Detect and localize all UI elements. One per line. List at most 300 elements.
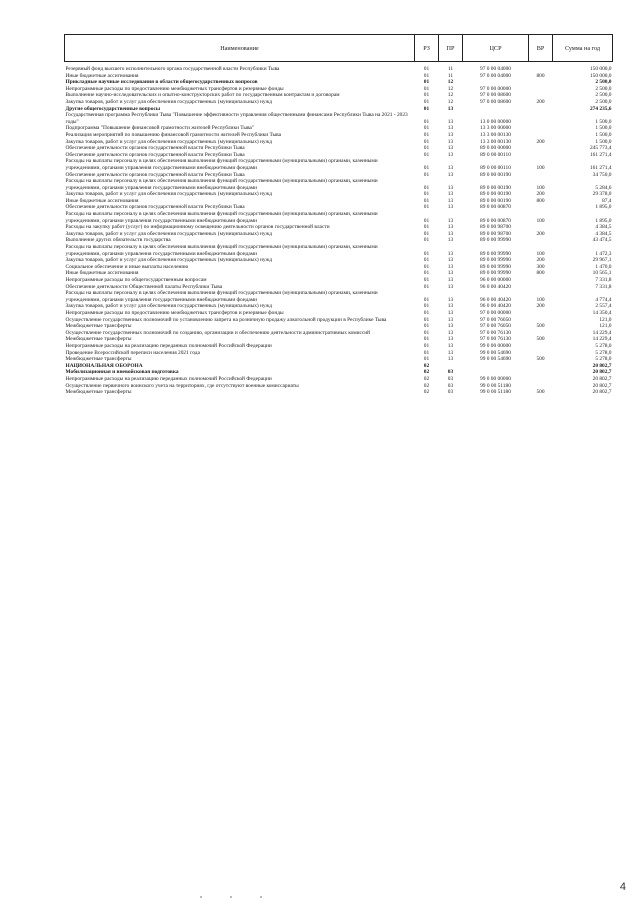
cell-csr: 13 3 00 00130 [480,131,511,138]
cell-vr [529,317,553,324]
cell-pr: 13 [447,270,454,277]
cell-pr: 11 [447,72,454,79]
table-row [65,99,613,106]
cell-sum: 2 500,0 [595,98,612,105]
cell-vr [529,350,553,357]
cell-sum: 1 895,0 [595,204,612,211]
cell-rz: 01 [423,85,430,92]
cell-rz: 01 [423,296,430,303]
cell-sum: 20 802,7 [592,362,612,369]
cell-sum: 1 895,0 [595,217,612,224]
cell-vr [529,369,553,376]
cell-csr: 89 0 00 99990 [480,237,511,244]
cell-pr: 13 [447,191,454,198]
cell-pr: 13 [447,283,454,290]
cell-pr: 13 [447,250,454,257]
cell-name: Обеспечение деятельности органов государственной власти Республики Тыва [65,204,245,211]
cell-vr [529,106,553,113]
cell-csr: 99 0 00 00000 [480,375,511,382]
cell-pr: 11 [447,66,454,72]
cell-pr: 13 [447,171,454,178]
cell-name: Обеспечение деятельности Общественной палаты Республики Тыва [65,283,223,290]
cell-name: НАЦИОНАЛЬНАЯ ОБОРОНА [65,362,143,369]
cell-pr: 13 [447,145,454,152]
cell-rz: 01 [423,171,430,178]
cell-pr: 13 [447,263,454,270]
cell-csr: 89 0 00 00870 [480,204,511,211]
cell-csr: 97 0 00 76050 [480,323,511,330]
cell-name: Непрограммные расходы по предоставлению межбюджетных трансфертов и резервные фонды [65,85,284,92]
cell-name: Реализация мероприятий по повышению финансовой грамотности жителей Республики Тыва [65,131,282,138]
cell-pr: 13 [447,151,454,158]
cell-csr: 99 0 00 00000 [480,342,511,349]
cell-pr: 03 [447,382,454,389]
cell-name: Расходы на выплаты персоналу в целях обеспечения выполнения функций государственными (муниципальными) органами, казенными учреждениями, органами управления государственными внебюджетными фондами [65,211,378,224]
cell-sum: 29 967,1 [592,257,612,264]
budget-table [64,34,613,396]
cell-rz: 01 [423,138,430,145]
cell-csr: 97 0 00 08600 [480,92,511,99]
cell-name: Непрограммные расходы по общегосударственным вопросам [65,277,207,283]
cell-csr: 89 0 00 00870 [480,217,511,224]
table-header [65,35,613,62]
cell-sum: 121,0 [599,316,612,323]
cell-csr [463,363,529,370]
cell-csr: 89 0 00 00190 [480,171,511,178]
cell-pr: 13 [447,224,454,231]
cell-name: Иные бюджетные ассигнования [65,72,139,79]
cell-vr [529,145,553,152]
cell-vr: 100 [536,217,545,224]
cell-csr: 89 0 00 00110 [480,151,511,158]
cell-pr: 13 [447,164,454,171]
table-row [65,356,613,363]
table-row [65,244,613,257]
cell-vr [529,363,553,370]
table-body [65,62,613,396]
cell-csr: 97 0 00 08600 [480,98,511,105]
cell-pr: 13 [447,342,454,349]
cell-sum: 29 378,0 [592,191,612,198]
cell-vr: 300 [536,263,545,270]
cell-name: Подпрограмма "Повышение финансовой грамотности жителей Республики Тыва" [65,125,255,132]
cell-sum: 14 229,4 [592,329,612,336]
cell-vr: 500 [536,336,545,343]
cell-rz: 01 [423,303,430,310]
cell-name: Межбюджетные трансферты [65,356,132,363]
cell-rz: 01 [423,230,430,237]
cell-vr [529,224,553,231]
cell-vr [529,79,553,86]
cell-rz: 02 [423,382,430,389]
cell-sum: 14 350,4 [592,309,612,316]
cell-csr: 97 0 00 76130 [480,336,511,343]
cell-sum: 43 474,5 [592,237,612,244]
cell-vr [529,284,553,291]
cell-vr [529,277,553,284]
cell-sum: 20 802,7 [592,369,612,376]
cell-vr [529,172,553,179]
cell-name: Проведение Всероссийской переписи населения 2021 года [65,349,200,356]
cell-pr: 13 [447,296,454,303]
cell-sum: 5 278,0 [595,356,612,363]
cell-name: Закупка товаров, работ и услуг для обеспечения государственных (муниципальных) нужд [65,257,273,264]
cell-vr: 800 [536,270,545,277]
cell-sum: 150 000,0 [589,66,612,72]
cell-vr [529,204,553,211]
cell-rz: 01 [423,336,430,343]
cell-rz: 01 [423,197,430,204]
cell-rz: 01 [423,131,430,138]
cell-sum: 274 235,6 [589,105,612,112]
cell-name: Обеспечение деятельности органов государственной власти Республики Тыва [65,171,245,178]
cell-name: Межбюджетные трансферты [65,389,132,396]
cell-name: Обеспечение деятельности органов государственной власти Республики Тыва [65,145,245,152]
cell-rz: 01 [423,349,430,356]
table-row [65,343,613,350]
cell-vr [529,125,553,132]
cell-csr: 89 0 00 99990 [480,263,511,270]
cell-csr [463,369,529,376]
cell-csr: 89 0 00 00110 [480,164,511,171]
cell-pr: 13 [447,217,454,224]
cell-vr [529,92,553,99]
cell-name: Обеспечение деятельности органов государственной власти Республики Тыва [65,151,245,158]
cell-name: Непрограммные расходы на реализацию переданных полномочий Российской Федерации [65,375,272,382]
table-row [65,303,613,310]
table-row [65,125,613,132]
cell-vr: 200 [536,98,545,105]
cell-rz: 01 [423,92,430,99]
cell-pr: 12 [447,98,454,105]
table-row [65,145,613,152]
cell-rz: 01 [423,277,430,283]
cell-sum: 4 774,4 [595,296,612,303]
cell-vr: 100 [536,184,545,191]
cell-name: Закупка товаров, работ и услуг для обеспечения государственных (муниципальных) нужд [65,191,273,198]
cell-csr: 89 0 00 99990 [480,257,511,264]
cell-sum: 20 802,7 [592,375,612,382]
cell-vr: 800 [536,72,545,79]
cell-pr: 13 [447,237,454,244]
cell-csr: 89 0 00 99990 [480,250,511,257]
cell-vr: 500 [536,389,545,396]
cell-name: Выполнение других обязательств государства [65,237,171,244]
table-row [65,383,613,390]
cell-csr: 89 0 00 00190 [480,184,511,191]
cell-vr: 200 [536,230,545,237]
cell-sum: 1 470,0 [595,263,612,270]
scan-marks [200,885,320,891]
cell-csr: 96 0 00 00000 [480,277,511,283]
header-rz: РЗ [415,35,439,62]
cell-csr: 89 0 00 00190 [480,197,511,204]
cell-pr: 13 [447,204,454,211]
cell-sum: 121,0 [599,323,612,330]
cell-vr [529,237,553,244]
cell-csr: 97 0 00 76050 [480,316,511,323]
cell-rz: 01 [423,217,430,224]
table-row [65,66,613,73]
cell-sum: 4 384,5 [595,230,612,237]
cell-csr: 97 0 00 04000 [480,66,511,72]
cell-name: Закупка товаров, работ и услуг для обеспечения государственных (муниципальных) нужд [65,98,273,105]
cell-name: Расходы на выплаты персоналу в целях обеспечения выполнения функций государственными (муниципальными) органами, казенными учреждениями, органами управления государственными внебюджетными фондами [65,244,378,257]
cell-csr: 13 3 00 00000 [480,125,511,132]
cell-csr: 89 0 00 00190 [480,191,511,198]
cell-name: Осуществление государственных полномочий по установлению запрета на розничную продажу алкогольной продукции в Республике Тыва [65,316,387,323]
cell-pr: 13 [447,277,454,283]
cell-rz: 01 [423,72,430,79]
cell-rz: 02 [423,362,430,369]
header-sum: Сумма на год [553,35,613,62]
cell-sum: 245 773,4 [589,145,612,152]
cell-rz: 01 [423,118,430,125]
cell-csr: 99 0 00 54690 [480,356,511,363]
cell-vr [529,376,553,383]
cell-rz: 01 [423,250,430,257]
cell-csr: 99 0 00 51180 [480,382,511,389]
cell-pr: 13 [447,131,454,138]
cell-sum: 1 500,0 [595,125,612,132]
cell-sum: 161 271,4 [589,164,612,171]
cell-sum: 20 802,7 [592,382,612,389]
cell-vr [529,343,553,350]
cell-vr [529,132,553,139]
cell-name: Осуществление первичного воинского учета на территориях, где отсутствуют военные комиссариаты [65,382,299,389]
cell-csr: 13 3 00 00130 [480,138,511,145]
cell-vr [529,330,553,337]
cell-csr: 89 0 00 98700 [480,224,511,231]
cell-vr: 200 [536,257,545,264]
table-row [65,158,613,171]
cell-rz: 01 [423,184,430,191]
cell-sum: 10 565,1 [592,270,612,277]
cell-pr: 12 [447,92,454,99]
cell-name: Государственная программа Республики Тыва "Повышение эффективности управления общественными финансами Республики Тыва на 2021 - 2023 годы" [65,112,408,125]
cell-sum: 1 500,0 [595,138,612,145]
cell-name: Мобилизационная и вневойсковая подготовка [65,369,179,376]
cell-vr: 100 [536,296,545,303]
cell-sum: 1 500,0 [595,118,612,125]
cell-rz: 01 [423,66,430,72]
cell-name: Иные бюджетные ассигнования [65,197,139,204]
cell-pr: 13 [447,118,454,125]
cell-csr: 97 0 00 76130 [480,329,511,336]
cell-rz: 02 [423,369,430,376]
cell-pr: 13 [447,230,454,237]
cell-name: Расходы на закупку работ (услуг) по информационному освещению деятельности органов государственной власти [65,224,330,231]
cell-vr [529,86,553,93]
header-pr: ПР [439,35,463,62]
cell-rz: 01 [423,329,430,336]
cell-rz: 01 [423,79,430,86]
cell-sum: 2 500,0 [595,85,612,92]
cell-vr [529,152,553,159]
cell-sum: 7 331,8 [595,283,612,290]
cell-rz: 01 [423,125,430,132]
table-row [65,211,613,224]
cell-pr: 13 [447,356,454,363]
cell-vr: 200 [536,303,545,310]
cell-rz: 01 [423,151,430,158]
cell-vr [529,383,553,390]
cell-vr: 200 [536,138,545,145]
cell-vr: 100 [536,250,545,257]
table-row [65,92,613,99]
table-row [65,323,613,330]
cell-rz: 01 [423,283,430,290]
cell-name: Закупка товаров, работ и услуг для обеспечения государственных (муниципальных) нужд [65,230,273,237]
cell-rz: 01 [423,263,430,270]
cell-sum: 2 500,0 [595,79,612,86]
cell-csr: 13 0 00 00000 [480,118,511,125]
cell-pr: 03 [447,375,454,382]
cell-csr [463,106,529,113]
table-row [65,132,613,139]
cell-vr: 800 [536,197,545,204]
cell-sum: 150 000,0 [589,72,612,79]
table-row [65,191,613,198]
table-row [65,317,613,324]
table-row [65,336,613,343]
cell-name: Прикладные научные исследования в области общегосударственных вопросов [65,79,258,86]
cell-rz: 01 [423,98,430,105]
cell-pr: 12 [447,85,454,92]
cell-csr: 96 0 00 40420 [480,303,511,310]
cell-sum: 1 500,0 [595,131,612,138]
cell-name: Иные бюджетные ассигнования [65,270,139,277]
cell-vr: 200 [536,191,545,198]
cell-csr: 89 0 00 98700 [480,230,511,237]
cell-csr: 99 0 00 51180 [480,389,511,396]
cell-csr: 89 0 00 99990 [480,270,511,277]
cell-name: Непрограммные расходы по предоставлению межбюджетных трансфертов и резервные фонды [65,309,284,316]
cell-sum: 5 278,0 [595,349,612,356]
table-row [65,112,613,125]
cell-csr [463,79,529,86]
cell-name: Резервный фонд высшего исполнительного органа государственной власти Республики Тыва [65,66,280,72]
cell-sum: 5 278,0 [595,342,612,349]
table-row [65,178,613,191]
cell-name: Закупка товаров, работ и услуг для обеспечения государственных (муниципальных) нужд [65,303,273,310]
cell-name: Осуществление государственных полномочий по созданию, организации и обеспечению деятельности административных комиссий [65,329,371,336]
cell-vr: 100 [536,164,545,171]
header-vr: ВР [529,35,553,62]
cell-sum: 5 284,6 [595,184,612,191]
cell-rz: 01 [423,204,430,211]
table-row [65,350,613,357]
cell-csr: 97 0 00 04000 [480,72,511,79]
table-row [65,330,613,337]
cell-rz: 01 [423,342,430,349]
cell-rz: 01 [423,356,430,363]
cell-pr: 13 [447,323,454,330]
cell-pr [439,363,463,370]
table-row [65,224,613,231]
cell-rz: 02 [423,375,430,382]
cell-vr [529,310,553,317]
cell-sum: 87,4 [602,197,612,204]
cell-sum: 14 229,4 [592,336,612,343]
cell-name: Межбюджетные трансферты [65,323,132,330]
header-name: Наименование [65,35,415,62]
table-row [65,376,613,383]
cell-rz: 01 [423,323,430,330]
cell-pr: 03 [447,369,454,376]
cell-rz: 01 [423,257,430,264]
table-row [65,257,613,264]
cell-csr: 96 0 00 40420 [480,283,511,290]
cell-sum: 1 472,3 [595,250,612,257]
cell-pr: 13 [447,105,454,112]
cell-pr: 13 [447,125,454,132]
cell-rz: 01 [423,309,430,316]
table-row [65,389,613,396]
cell-rz: 01 [423,105,430,112]
page-number: 4 [619,881,626,893]
cell-sum: 2 557,4 [595,303,612,310]
cell-rz: 01 [423,224,430,231]
cell-sum: 34 750,0 [592,171,612,178]
table-row [65,79,613,86]
cell-rz: 01 [423,237,430,244]
cell-pr: 03 [447,389,454,396]
cell-vr [529,66,553,73]
table-row [65,310,613,317]
header-csr: ЦСР [463,35,529,62]
cell-name: Выполнение научно-исследовательских и опытно-конструкторских работ по государственным контрактам и договорам [65,92,340,99]
cell-pr: 13 [447,329,454,336]
table-row [65,270,613,277]
cell-pr: 13 [447,316,454,323]
cell-pr: 13 [447,138,454,145]
cell-pr: 13 [447,197,454,204]
cell-name: Расходы на выплаты персоналу в целях обеспечения выполнения функций государственными (муниципальными) органами, казенными учреждениями, органами управления государственными внебюджетными фондами [65,178,378,191]
cell-name: Другие общегосударственные вопросы [65,105,161,112]
table-row [65,277,613,284]
cell-csr: 96 0 00 40420 [480,296,511,303]
cell-sum: 20 802,7 [592,389,612,396]
cell-sum: 4 384,5 [595,224,612,231]
cell-pr: 13 [447,184,454,191]
cell-pr: 13 [447,257,454,264]
cell-rz: 01 [423,270,430,277]
cell-pr: 13 [447,349,454,356]
cell-rz: 01 [423,164,430,171]
table-row [65,264,613,271]
table-row [65,369,613,376]
cell-csr: 89 0 00 00000 [480,145,511,152]
cell-vr [529,112,553,125]
cell-name: Расходы на выплаты персоналу в целях обеспечения выполнения функций государственными (муниципальными) органами, казенными учреждениями, органами управления государственными внебюджетными фондами [65,290,378,303]
cell-name: Социальное обеспечение и иные выплаты населению [65,263,189,270]
cell-rz: 01 [423,316,430,323]
cell-name: Межбюджетные трансферты [65,336,132,343]
table-row [65,290,613,303]
cell-sum: 2 500,0 [595,92,612,99]
cell-vr: 500 [536,323,545,330]
cell-sum: 7 331,8 [595,277,612,283]
cell-csr: 99 0 00 54690 [480,349,511,356]
cell-name: Расходы на выплаты персоналу в целях обеспечения выполнения функций государственными (муниципальными) органами, казенными учреждениями, органами управления государственными внебюджетными фондами [65,158,378,171]
cell-csr: 97 0 00 00000 [480,309,511,316]
cell-rz: 02 [423,389,430,396]
cell-pr: 13 [447,303,454,310]
cell-pr: 12 [447,79,454,86]
cell-pr: 13 [447,336,454,343]
cell-vr: 500 [536,356,545,363]
